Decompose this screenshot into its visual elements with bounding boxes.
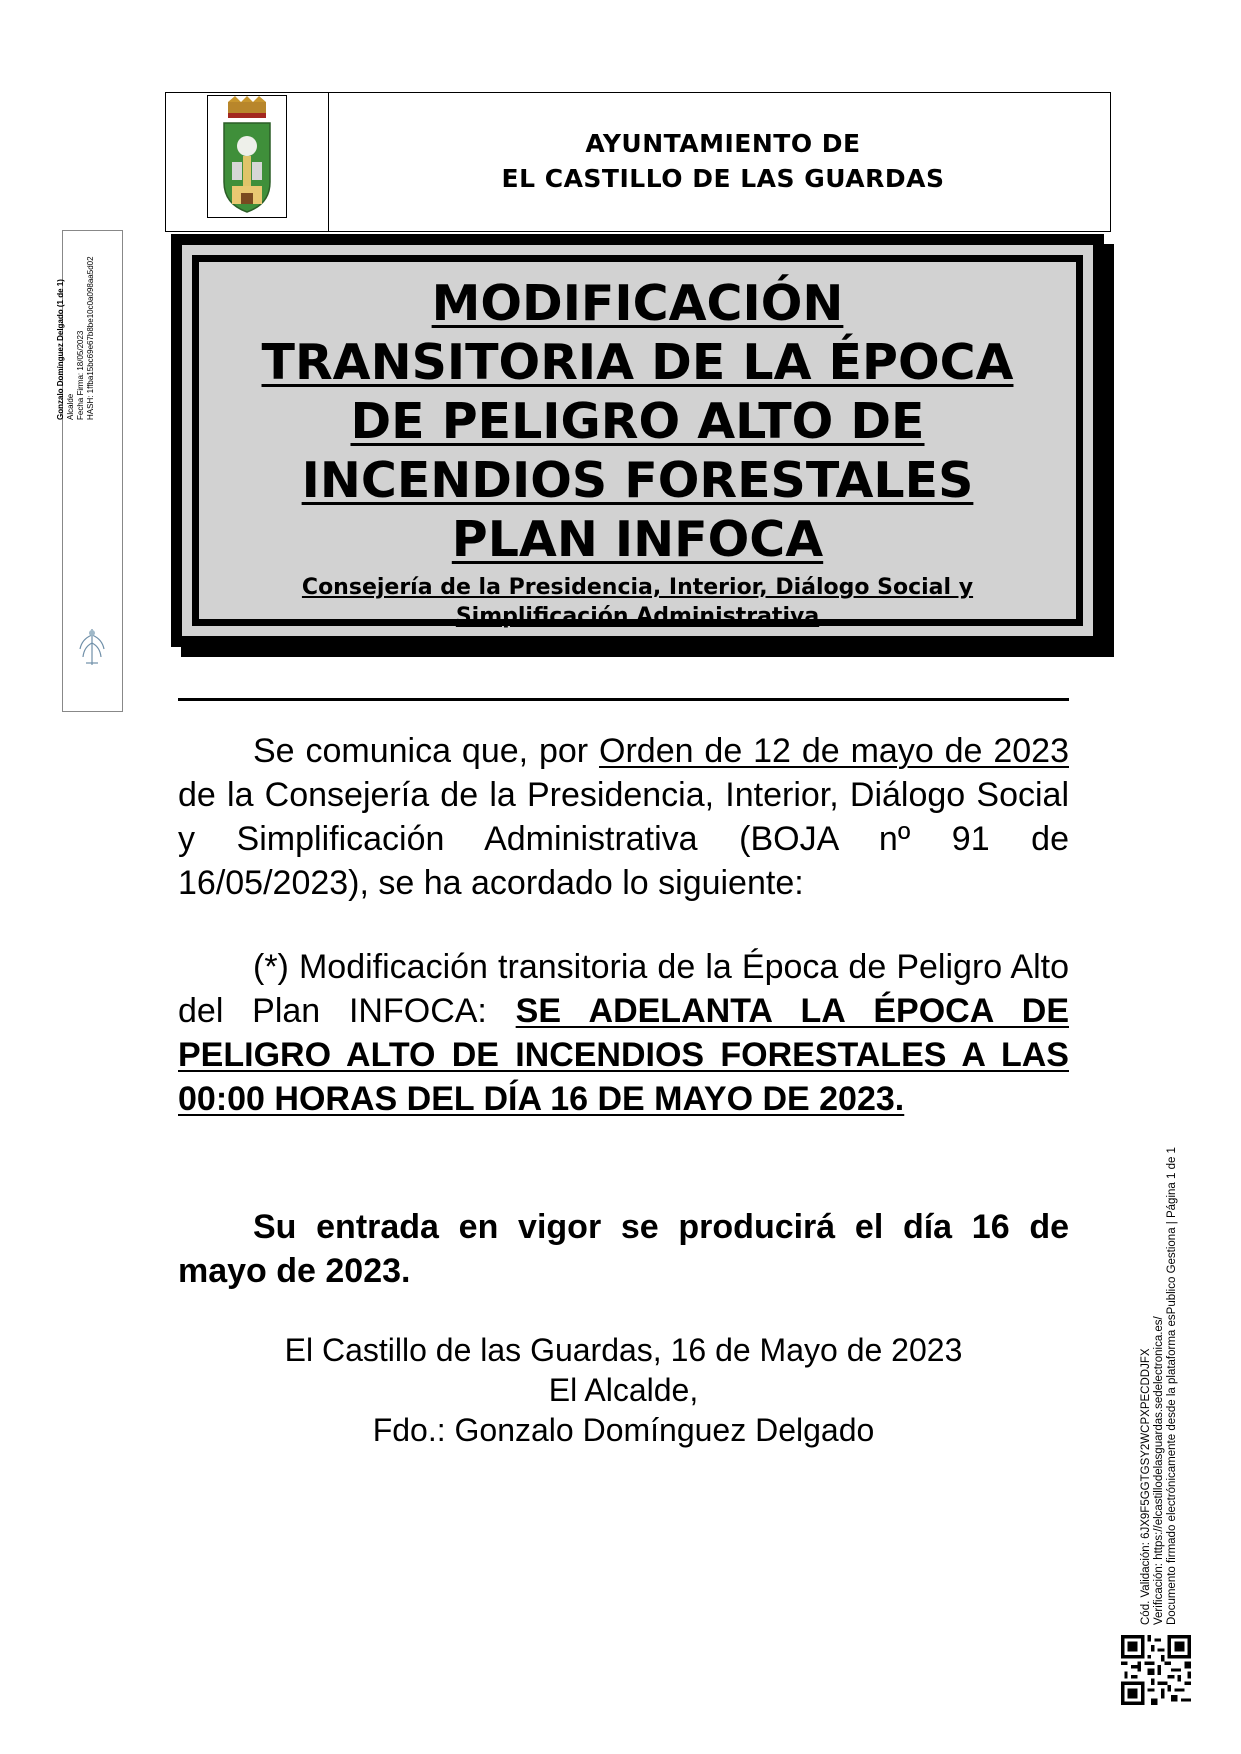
- signature-info: [56, 200, 96, 420]
- title-line: DE PELIGRO ALTO DE: [350, 393, 925, 450]
- title-line: MODIFICACIÓN: [431, 275, 844, 332]
- title-banner-frame: [192, 255, 1083, 629]
- header-divider: [328, 92, 329, 232]
- council-name-line-1: AYUNTAMIENTO DE: [585, 129, 861, 158]
- ministry-subtitle: Consejería de la Presidencia, Interior, Diálogo Social y Simplificación Administrativa: [301, 575, 974, 629]
- paragraph-order: [178, 729, 1069, 905]
- signature-role: Alcalde: [66, 393, 75, 420]
- signature-date: Fecha Firma: 18/05/2023: [76, 330, 85, 420]
- title-line: TRANSITORIA DE LA ÉPOCA: [261, 334, 1014, 391]
- paragraph-modification-intro: (*) Modificación transitoria de la Época de Peligro Alto del Plan INFOCA:: [178, 948, 1069, 1030]
- paragraph-order-intro: Se comunica que, por: [253, 732, 600, 770]
- verification-info: [1140, 1085, 1179, 1625]
- order-reference: Orden de 12 de mayo de 2023: [599, 732, 1069, 770]
- council-name: [335, 126, 1111, 196]
- paragraph-effective-date: Su entrada en vigor se producirá el día 16 de mayo de 2023.: [178, 1208, 1069, 1290]
- council-name-line-2: EL CASTILLO DE LAS GUARDAS: [501, 164, 945, 193]
- qr-code-icon: [1121, 1635, 1191, 1705]
- title-banner: [171, 234, 1104, 647]
- signed-by: Fdo.: Gonzalo Domínguez Delgado: [372, 1412, 875, 1448]
- validation-code: Cód. Validación: 6JX9F5GGTGSY2WCPXPECDDJFX: [1140, 1348, 1152, 1625]
- signature-signer: Gonzalo Domínguez Delgado (1 de 1): [56, 279, 65, 420]
- paragraph-modification: [178, 945, 1069, 1121]
- paragraph-order-rest: de la Consejería de la Presidencia, Interior, Diálogo Social y Simplificación Administrativa (BOJA nº 91 de 16/05/2023), se ha acordado lo siguiente:: [178, 776, 1069, 902]
- verification-url: Verificación: https://elcastillodelasguardas.sedelectronica.es/: [1153, 1316, 1165, 1625]
- title-line: PLAN INFOCA: [451, 511, 824, 568]
- closing-block: [178, 1330, 1069, 1450]
- signature-hash: HASH: 1ffba15bc69e67b8be10c0a098aa5d02: [86, 256, 95, 420]
- place-date: El Castillo de las Guardas, 16 de Mayo de 2023: [284, 1332, 963, 1368]
- verification-footer: Documento firmado electrónicamente desde la plataforma esPublico Gestiona | Página 1 de 1: [1166, 1147, 1178, 1625]
- title-line: INCENDIOS FORESTALES: [301, 452, 974, 509]
- horizontal-rule: [178, 698, 1069, 701]
- modification-announcement: SE ADELANTA LA ÉPOCA DE PELIGRO ALTO DE INCENDIOS FORESTALES A LAS 00:00 HORAS DEL DÍA 16 DE MAYO DE 2023.: [178, 992, 1069, 1118]
- signature-seal-icon: [74, 625, 110, 669]
- document-title: [238, 274, 1038, 569]
- signer-role: El Alcalde,: [548, 1372, 699, 1408]
- title-banner-inner: [182, 245, 1093, 636]
- coat-of-arms-icon: [207, 95, 287, 218]
